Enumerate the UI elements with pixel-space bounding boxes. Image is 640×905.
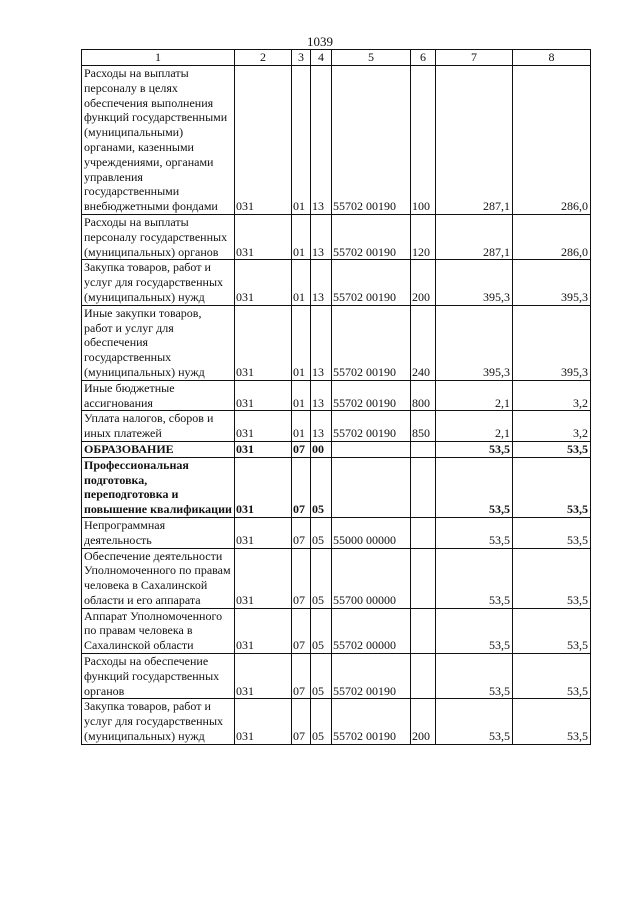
table-body (82, 50, 591, 745)
ministry-code-cell: 031 (235, 305, 292, 380)
amount-year2-cell: 53,5 (513, 699, 591, 744)
table-row (82, 305, 591, 380)
section-code-cell: 01 (292, 305, 311, 380)
target-article-cell: 55000 00000 (332, 517, 411, 548)
amount-year2-cell: 3,2 (513, 411, 591, 442)
table-row (82, 608, 591, 653)
ministry-code-cell: 031 (235, 517, 292, 548)
section-code-cell: 07 (292, 441, 311, 457)
target-article-cell: 55702 00190 (332, 654, 411, 699)
target-article-cell: 55702 00190 (332, 699, 411, 744)
expense-type-cell: 850 (411, 411, 436, 442)
amount-year1-cell: 53,5 (436, 457, 513, 517)
item-name-cell: Расходы на выплаты персоналу государственных (муниципальных) органов (82, 214, 235, 259)
ministry-code-cell: 031 (235, 214, 292, 259)
expense-type-cell: 800 (411, 380, 436, 411)
expense-type-cell: 200 (411, 699, 436, 744)
target-article-cell: 55702 00190 (332, 214, 411, 259)
amount-year2-cell: 286,0 (513, 66, 591, 215)
amount-year2-cell: 395,3 (513, 260, 591, 305)
amount-year1-cell: 53,5 (436, 699, 513, 744)
section-code-cell: 07 (292, 699, 311, 744)
amount-year2-cell: 53,5 (513, 654, 591, 699)
amount-year1-cell: 53,5 (436, 654, 513, 699)
amount-year1-cell: 287,1 (436, 66, 513, 215)
item-name-cell: Профессиональная подготовка, переподготовка и повышение квалификации (82, 457, 235, 517)
subsection-code-cell: 05 (311, 654, 332, 699)
expense-type-cell (411, 457, 436, 517)
target-article-cell: 55702 00190 (332, 260, 411, 305)
item-name-cell: Иные бюджетные ассигнования (82, 380, 235, 411)
expense-type-cell (411, 654, 436, 699)
amount-year2-cell: 53,5 (513, 457, 591, 517)
expense-type-cell (411, 517, 436, 548)
amount-year2-cell: 53,5 (513, 548, 591, 608)
section-code-cell: 01 (292, 260, 311, 305)
ministry-code-cell: 031 (235, 380, 292, 411)
item-name-cell: Закупка товаров, работ и услуг для государственных (муниципальных) нужд (82, 699, 235, 744)
ministry-code-cell: 031 (235, 548, 292, 608)
section-code-cell: 07 (292, 608, 311, 653)
subsection-code-cell: 13 (311, 260, 332, 305)
ministry-code-cell: 031 (235, 441, 292, 457)
amount-year2-cell: 53,5 (513, 441, 591, 457)
ministry-code-cell: 031 (235, 699, 292, 744)
subsection-code-cell: 05 (311, 699, 332, 744)
section-code-cell: 07 (292, 654, 311, 699)
expense-type-cell: 120 (411, 214, 436, 259)
header-cell: 3 (292, 50, 311, 66)
item-name-cell: Уплата налогов, сборов и иных платежей (82, 411, 235, 442)
section-code-cell: 01 (292, 214, 311, 259)
amount-year1-cell: 2,1 (436, 411, 513, 442)
target-article-cell: 55702 00190 (332, 305, 411, 380)
target-article-cell: 55702 00190 (332, 411, 411, 442)
subsection-code-cell: 13 (311, 305, 332, 380)
subsection-code-cell: 05 (311, 548, 332, 608)
item-name-cell: Иные закупки товаров, работ и услуг для обеспечения государственных (муниципальных) нужд (82, 305, 235, 380)
target-article-cell (332, 457, 411, 517)
amount-year1-cell: 395,3 (436, 305, 513, 380)
ministry-code-cell: 031 (235, 411, 292, 442)
subsection-code-cell: 13 (311, 66, 332, 215)
item-name-cell: Расходы на обеспечение функций государственных органов (82, 654, 235, 699)
subsection-code-cell: 05 (311, 517, 332, 548)
expense-type-cell (411, 548, 436, 608)
amount-year1-cell: 2,1 (436, 380, 513, 411)
ministry-code-cell: 031 (235, 66, 292, 215)
amount-year2-cell: 53,5 (513, 517, 591, 548)
section-code-cell: 01 (292, 411, 311, 442)
subsection-code-cell: 13 (311, 214, 332, 259)
target-article-cell: 55702 00000 (332, 608, 411, 653)
header-cell: 8 (513, 50, 591, 66)
amount-year1-cell: 287,1 (436, 214, 513, 259)
amount-year1-cell: 395,3 (436, 260, 513, 305)
item-name-cell: Расходы на выплаты персоналу в целях обеспечения выполнения функций государственными (муниципальными) органами, казенными учреждениями, органами управления государственными внебюджетными фондами (82, 66, 235, 215)
target-article-cell: 55702 00190 (332, 66, 411, 215)
table-row (82, 517, 591, 548)
table-row (82, 411, 591, 442)
header-row (82, 50, 591, 66)
section-code-cell: 07 (292, 517, 311, 548)
table-row (82, 654, 591, 699)
table-row (82, 548, 591, 608)
ministry-code-cell: 031 (235, 457, 292, 517)
target-article-cell: 55700 00000 (332, 548, 411, 608)
header-cell: 2 (235, 50, 292, 66)
table-row (82, 457, 591, 517)
expense-type-cell (411, 441, 436, 457)
subsection-code-cell: 13 (311, 411, 332, 442)
page-number: 1039 (307, 34, 333, 49)
amount-year2-cell: 53,5 (513, 608, 591, 653)
target-article-cell (332, 441, 411, 457)
header-cell: 6 (411, 50, 436, 66)
amount-year1-cell: 53,5 (436, 608, 513, 653)
item-name-cell: ОБРАЗОВАНИЕ (82, 441, 235, 457)
ministry-code-cell: 031 (235, 260, 292, 305)
item-name-cell: Закупка товаров, работ и услуг для государственных (муниципальных) нужд (82, 260, 235, 305)
expense-type-cell: 240 (411, 305, 436, 380)
item-name-cell: Обеспечение деятельности Уполномоченного по правам человека в Сахалинской области и его аппарата (82, 548, 235, 608)
header-cell: 4 (311, 50, 332, 66)
amount-year1-cell: 53,5 (436, 441, 513, 457)
subsection-code-cell: 00 (311, 441, 332, 457)
subsection-code-cell: 13 (311, 380, 332, 411)
expense-type-cell: 200 (411, 260, 436, 305)
amount-year2-cell: 3,2 (513, 380, 591, 411)
item-name-cell: Непрограммная деятельность (82, 517, 235, 548)
header-cell: 1 (82, 50, 235, 66)
amount-year2-cell: 395,3 (513, 305, 591, 380)
section-code-cell: 01 (292, 380, 311, 411)
subsection-code-cell: 05 (311, 608, 332, 653)
table-row (82, 380, 591, 411)
table-row (82, 699, 591, 744)
table-row (82, 260, 591, 305)
section-code-cell: 07 (292, 457, 311, 517)
table-row (82, 214, 591, 259)
ministry-code-cell: 031 (235, 654, 292, 699)
target-article-cell: 55702 00190 (332, 380, 411, 411)
amount-year1-cell: 53,5 (436, 548, 513, 608)
header-cell: 5 (332, 50, 411, 66)
amount-year2-cell: 286,0 (513, 214, 591, 259)
budget-table (81, 49, 591, 745)
expense-type-cell (411, 608, 436, 653)
subsection-code-cell: 05 (311, 457, 332, 517)
expense-type-cell: 100 (411, 66, 436, 215)
section-code-cell: 01 (292, 66, 311, 215)
header-cell: 7 (436, 50, 513, 66)
table-row (82, 66, 591, 215)
amount-year1-cell: 53,5 (436, 517, 513, 548)
section-code-cell: 07 (292, 548, 311, 608)
table-row (82, 441, 591, 457)
item-name-cell: Аппарат Уполномоченного по правам человека в Сахалинской области (82, 608, 235, 653)
ministry-code-cell: 031 (235, 608, 292, 653)
